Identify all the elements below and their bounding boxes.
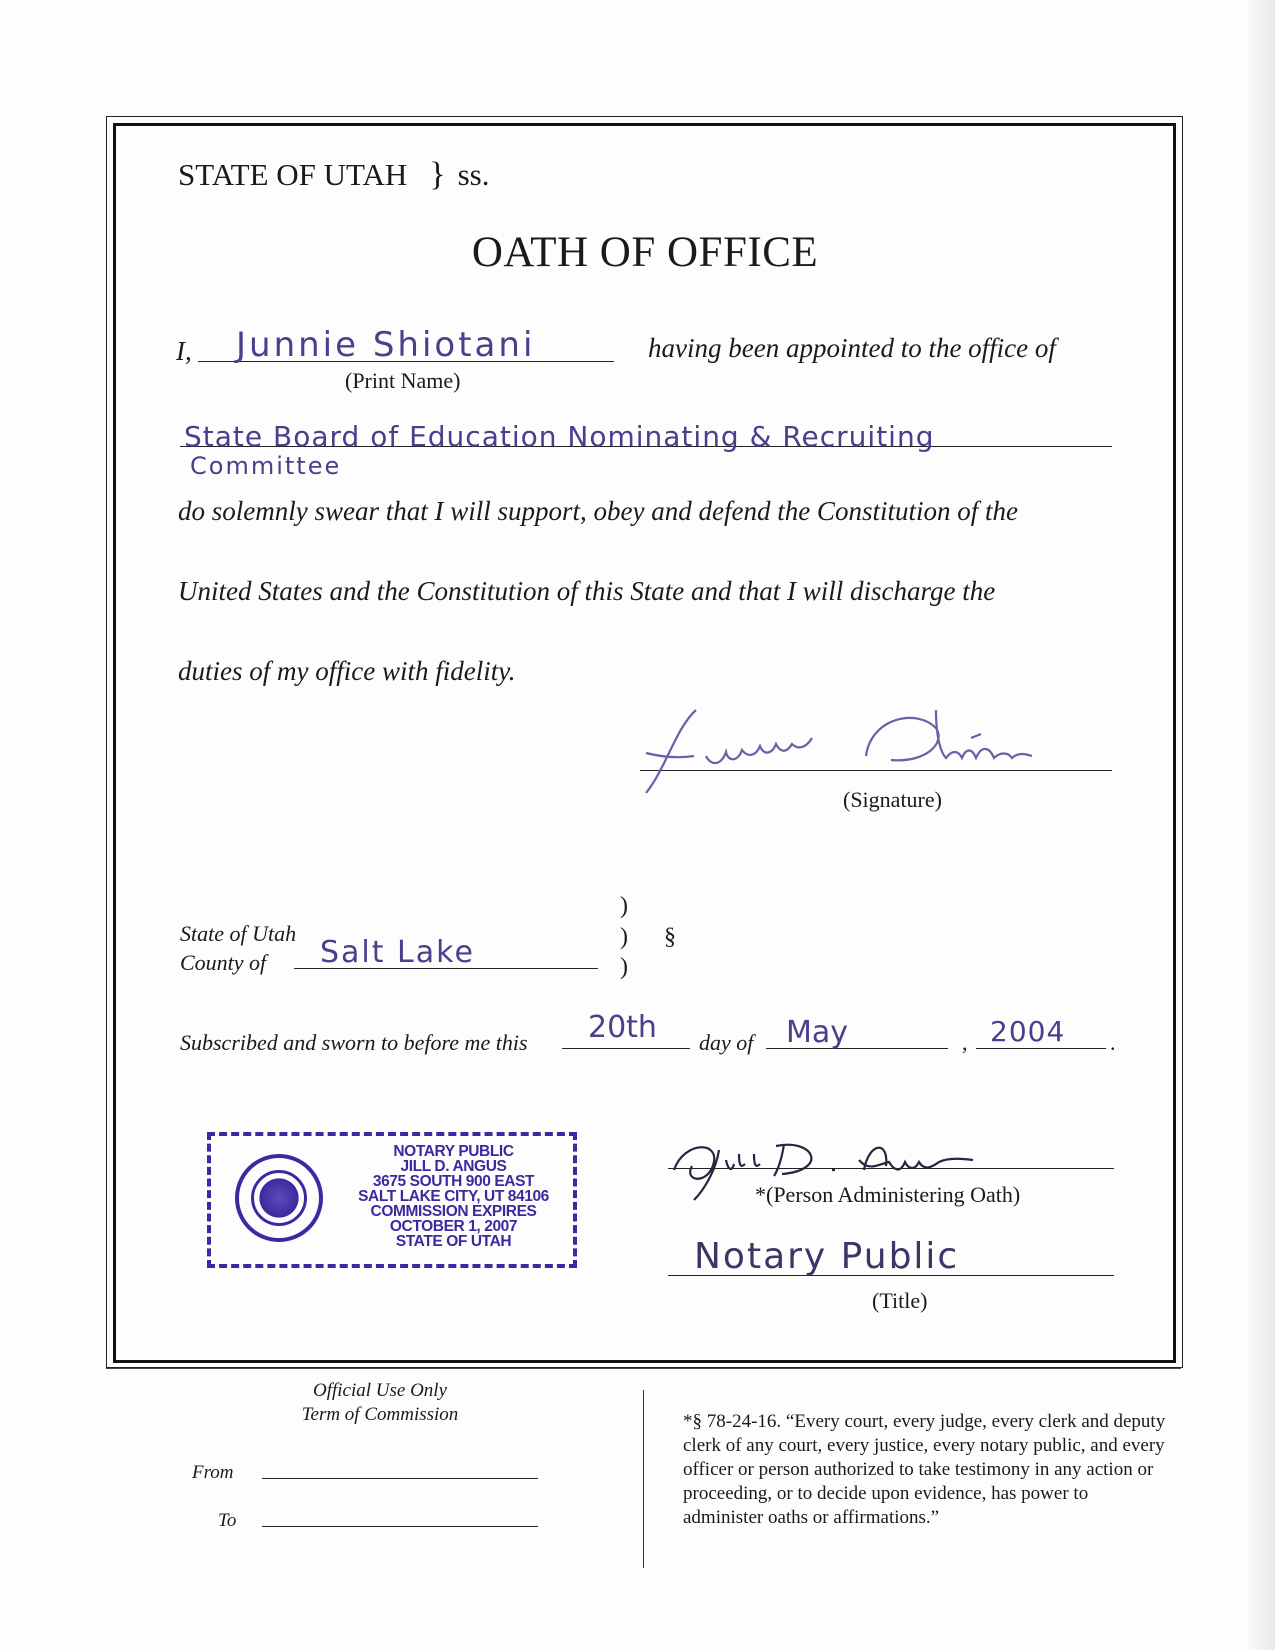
printed-name-handwritten: Junnie Shiotani	[236, 325, 536, 365]
month-handwritten: May	[786, 1015, 849, 1050]
paren-3: )	[620, 954, 628, 980]
date-comma: ,	[962, 1030, 968, 1055]
day-handwritten: 20th	[588, 1010, 657, 1045]
county-handwritten: Salt Lake	[320, 935, 475, 970]
office-handwritten-continued: Committee	[190, 452, 342, 480]
appointed-text: having been appointed to the office of	[648, 333, 1056, 363]
footer-rule	[106, 1368, 1181, 1369]
notary-stamp	[207, 1132, 577, 1268]
signature-label: (Signature)	[843, 787, 942, 812]
stamp-line: STATE OF UTAH	[395, 1233, 512, 1250]
document-title: OATH OF OFFICE	[471, 229, 819, 276]
year-handwritten: 2004	[990, 1015, 1066, 1048]
stamp-line: NOTARY PUBLIC	[393, 1143, 514, 1160]
day-of-text: day of	[699, 1030, 754, 1055]
brace: }	[429, 156, 446, 193]
stamp-line: COMMISSION EXPIRES	[370, 1203, 537, 1220]
stamp-line: JILL D. ANGUS	[400, 1158, 507, 1175]
sworn-text: Subscribed and sworn to before me this	[180, 1030, 528, 1055]
state-seal-icon	[235, 1154, 323, 1242]
ss-mark: ss.	[457, 157, 490, 192]
state-heading	[178, 156, 489, 194]
date-period: .	[1110, 1030, 1116, 1055]
oath-body-line-2: United States and the Constitution of this State and that I will discharge the	[178, 576, 996, 606]
day-underline	[562, 1048, 690, 1049]
notary-title-handwritten: Notary Public	[694, 1236, 960, 1277]
oath-prefix: I,	[176, 336, 192, 366]
oath-body-line-3: duties of my office with fidelity.	[178, 656, 516, 686]
stamp-text	[341, 1144, 566, 1249]
to-label: To	[218, 1510, 237, 1531]
stamp-line: SALT LAKE CITY, UT 84106	[358, 1188, 549, 1205]
footer-divider	[643, 1390, 644, 1568]
from-label: From	[192, 1462, 234, 1483]
jurat-state: State of Utah	[180, 921, 297, 946]
section-symbol: §	[664, 924, 676, 950]
administrator-label: *(Person Administering Oath)	[755, 1182, 1021, 1207]
stamp-line: OCTOBER 1, 2007	[389, 1218, 518, 1235]
title-label: (Title)	[872, 1288, 928, 1313]
official-use-heading: Official Use Only	[312, 1380, 448, 1401]
statute-footnote: *§ 78-24-16. “Every court, every judge, every clerk and deputy clerk of any court, every justice, every notary public, and every officer or person authorized to take testimony in any action or proceeding, or to decide upon evidence, has power to administer oaths or affirmations.”	[683, 1411, 1166, 1528]
from-underline	[262, 1478, 538, 1479]
to-underline	[262, 1526, 538, 1527]
print-name-label: (Print Name)	[345, 368, 461, 393]
term-heading: Term of Commission	[301, 1404, 459, 1425]
stamp-line: 3675 SOUTH 900 EAST	[372, 1173, 535, 1190]
paren-1: )	[620, 893, 628, 919]
oath-signature	[636, 698, 1106, 798]
state-name: STATE OF UTAH	[178, 157, 408, 192]
oath-body-line-1: do solemnly swear that I will support, obey and defend the Constitution of the	[178, 496, 1018, 526]
office-handwritten: State Board of Education Nominating & Recruiting	[184, 420, 935, 453]
year-underline	[976, 1048, 1106, 1049]
paren-2: )	[620, 924, 628, 950]
jurat-county-label: County of	[180, 950, 267, 975]
